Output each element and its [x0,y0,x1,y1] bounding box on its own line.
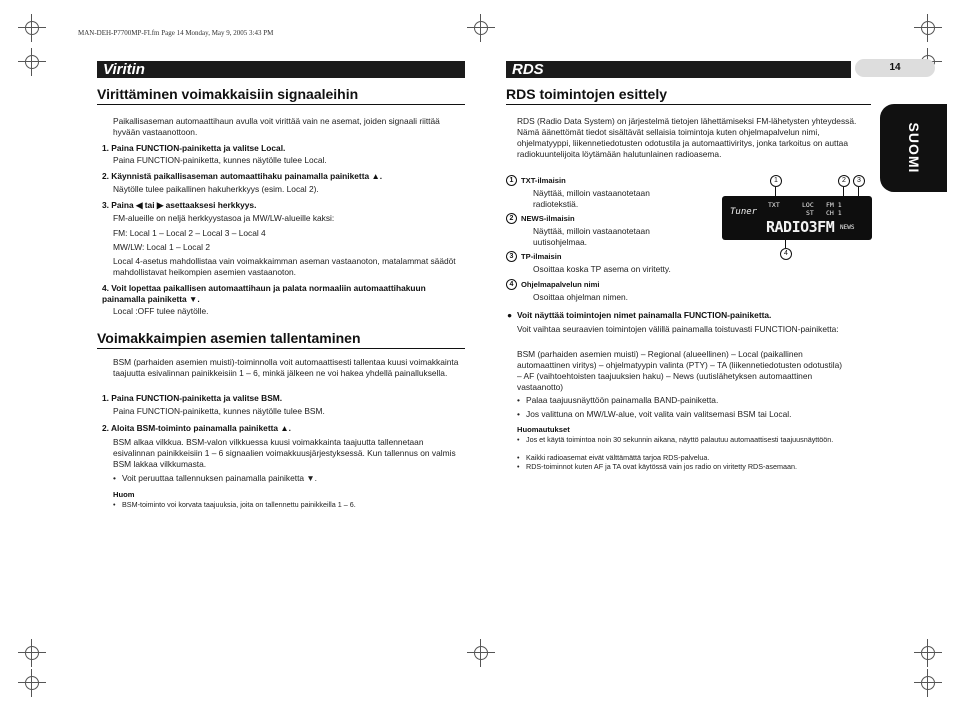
print-header: MAN-DEH-P7700MP-FI.fm Page 14 Monday, May 9, 2005 3:43 PM [78,29,274,37]
step-3-local4-note: Local 4-asetus mahdollistaa vain voimakkaimman aseman vastaanoton, matalammat säädöt mahdollistavat heikompien asemien vastaanoton. [113,256,456,277]
heading-rule [506,104,871,105]
section-bar-title: RDS [512,61,544,78]
rds-intro: RDS (Radio Data System) on järjestelmä tietojen lähettämiseksi FM-lähetysten yhteydessä. Nämä äänettömät tiedot sisältävät sellaisia toimintoja kuten ohjelmapalvelun nimi, ohjelmatyyppi, liikennetiedotusten odotustila ja automaattiviritys, jonka tarkoitus on auttaa radiokuuntelijoita löytämään halutunlainen radioasema. [517,116,857,159]
language-tab [880,104,947,192]
display-station-name: RADIO3FM [766,218,835,236]
rds-item-title: TP-ilmaisin [521,252,562,261]
registration-mark [24,645,40,661]
heading-bsm: Voimakkaimpien asemien tallentaminen [97,330,361,346]
callout-number: 3 [506,251,517,262]
registration-mark [920,675,936,691]
display-callout-3: 3 [853,175,865,187]
heading-local-seek: Virittäminen voimakkaisiin signaaleihin [97,86,359,102]
step-3-mwlw-levels: MW/LW: Local 1 – Local 2 [113,242,210,252]
step-1-detail: Paina FUNCTION-painiketta, kunnes näytölle tulee Local. [113,155,327,165]
rds-item-desc: Osoittaa ohjelman nimen. [533,292,628,303]
display-fm-band: FM 1 [826,201,842,209]
rds-item-desc: Näyttää, milloin vastaanotetaan uutisohjelmaa. [533,226,650,248]
rds-item-1 [506,175,706,210]
section-bar-title: Viritin [103,61,145,78]
radio-display-illustration [722,196,872,240]
rds-item-title: NEWS-ilmaisin [521,214,575,223]
function-names-title: Voit näyttää toimintojen nimet painamalla FUNCTION-painiketta. [517,310,772,320]
display-channel: CH 1 [826,209,842,217]
registration-mark [473,20,489,36]
step-3: 3. Paina ◀ tai ▶ asettaaksesi herkkyys. [102,200,257,210]
bsm-intro: BSM (parhaiden asemien muisti)-toiminnolla voit automaattisesti tallentaa kuusi voimakkainta taajuutta esivalinnan painikkeisiin 1 – 6, minkä jälkeen ne voi hakea yhdellä painalluksella. [113,357,459,378]
section-bar-rds [506,61,851,78]
callout-number: 1 [506,175,517,186]
callout-number: 4 [506,279,517,290]
rds-item-desc: Osoittaa koska TP asema on viritetty. [533,264,671,275]
display-news-indicator: NEWS [840,224,855,231]
heading-rule [97,104,465,105]
registration-mark [24,675,40,691]
note-title: Huom [113,490,135,499]
function-names-bullet [507,310,867,321]
registration-mark [920,645,936,661]
step-3-fm-levels: FM: Local 1 – Local 2 – Local 3 – Local 4 [113,228,266,238]
display-st-indicator: ST [806,209,814,217]
note-item: • Jos et käytä toimintoa noin 30 sekunnin aikana, näyttö palautuu automaattisesti taajuusnäyttöön. [526,435,846,445]
bullet-dot: ● [507,310,513,320]
rds-item-title: TXT-ilmaisin [521,176,566,185]
rds-item-2 [506,213,706,248]
rds-item-title: Ohjelmapalvelun nimi [521,280,600,289]
section-bar-viritin [97,61,465,78]
registration-mark [473,645,489,661]
step-2-detail: Näytölle tulee paikallinen hakuherkkyys (esim. Local 2). [113,184,319,194]
rds-item-3 [506,251,706,275]
registration-mark [24,54,40,70]
display-tuner-label: Tuner [730,207,758,217]
notes-title: Huomautukset [517,425,570,434]
step-2: 2. Käynnistä paikallisaseman automaattihaku painamalla painiketta ▲. [102,171,383,181]
language-tab-label: SUOMI [905,122,922,174]
heading-rds: RDS toimintojen esittely [506,86,668,102]
display-callout-2: 2 [838,175,850,187]
function-cycle-intro: Voit vaihtaa seuraavien toimintojen välillä painamalla toistuvasti FUNCTION-painiketta: [517,324,839,334]
display-txt-indicator: TXT [768,201,780,209]
bsm-step-2: 2. Aloita BSM-toiminto painamalla painiketta ▲. [102,423,291,433]
rds-item-desc: Näyttää, milloin vastaanotetaan radiotekstiä. [533,188,650,210]
bsm-step-2-detail: BSM alkaa vilkkua. BSM-valon vilkkuessa kuusi voimakkainta taajuutta tallennetaan esivalinnan painikkeisiin 1 – 6 signaalien voimakkuusjärjestyksessä. Kun tallennus on valmis BSM lakkaa vilkkumasta. [113,437,456,469]
step-1: 1. Paina FUNCTION-painiketta ja valitse Local. [102,143,286,153]
display-loc-indicator: LOC [802,201,814,209]
bsm-step-1: 1. Paina FUNCTION-painiketta ja valitse BSM. [102,393,283,403]
callout-line [785,238,786,248]
note-item: • BSM-toiminto voi korvata taajuuksia, joita on tallennettu painikkeilla 1 – 6. [122,500,462,510]
registration-mark [920,20,936,36]
page-number: 14 [855,59,935,77]
function-cycle-list: BSM (parhaiden asemien muisti) – Regional (alueellinen) – Local (paikallinen automaattinen viritys) – ohjelmatyypin valinta (PTY) – TA (liikennetiedotusten odotustila) – AF (vaihtoehtoisten taajuuksien haku) – News (uutislähetyksen automaattinen vastaanotto) [517,349,843,392]
bsm-step-1-detail: Paina FUNCTION-painiketta, kunnes näytölle tulee BSM. [113,406,325,416]
registration-mark [24,20,40,36]
rds-item-4 [506,279,706,303]
step-4-detail: Local :OFF tulee näytölle. [113,306,209,316]
step-3-detail: FM-alueille on neljä herkkyystasoa ja MW/LW-alueille kaksi: [113,213,335,223]
note-item: • Kaikki radioasemat eivät välttämättä tarjoa RDS-palvelua. [526,453,846,463]
heading-rule [97,348,465,349]
local-intro: Paikallisaseman automaattihaun avulla voit virittää vain ne asemat, joiden signaali riittää hyvään vastaanottoon. [113,116,440,137]
display-callout-4: 4 [780,248,792,260]
band-bullet: • Palaa taajuusnäyttöön painamalla BAND-painiketta. [526,395,846,406]
display-callout-1: 1 [770,175,782,187]
mwlw-bullet: • Jos valittuna on MW/LW-alue, voit valita vain valitsemasi BSM tai Local. [526,409,856,420]
note-item: • RDS-toiminnot kuten AF ja TA ovat käytössä vain jos radio on viritetty RDS-asemaan. [526,462,856,472]
step-4: 4. Voit lopettaa paikallisen automaattihaun ja palata normaaliin automaattihakuun painamalla painiketta ▼. [102,283,426,304]
bsm-cancel-bullet: • Voit peruuttaa tallennuksen painamalla painiketta ▼. [122,473,462,484]
callout-number: 2 [506,213,517,224]
